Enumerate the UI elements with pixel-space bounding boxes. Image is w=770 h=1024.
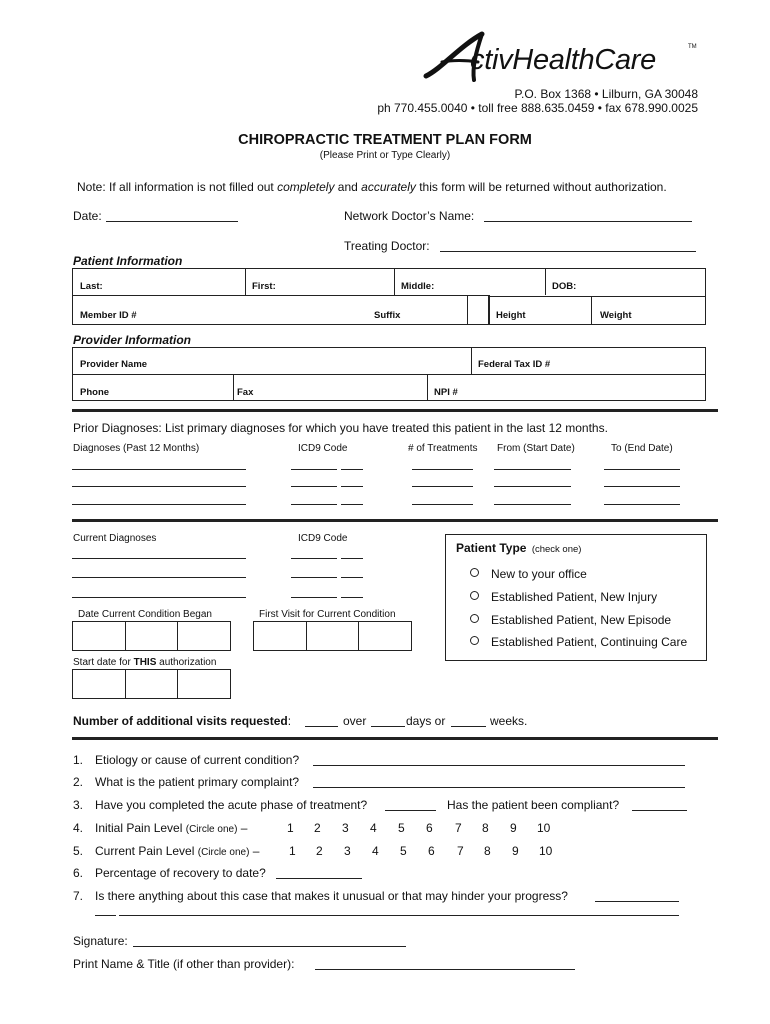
- q3b-input[interactable]: [632, 810, 687, 811]
- first-name-field[interactable]: First:: [252, 281, 276, 292]
- date-began-label: Date Current Condition Began: [78, 609, 212, 620]
- pain-level-option[interactable]: 6: [426, 821, 433, 835]
- visits-weeks-input[interactable]: [451, 726, 486, 727]
- col-to: To (End Date): [611, 443, 673, 454]
- patient-info-heading: Patient Information: [73, 254, 183, 268]
- prior-icd9-input-a[interactable]: [291, 504, 337, 505]
- q2-input[interactable]: [313, 787, 685, 788]
- patient-type-option-3[interactable]: [470, 613, 671, 627]
- pain-level-option[interactable]: 9: [510, 821, 517, 835]
- pain-level-option[interactable]: 3: [344, 844, 351, 858]
- visits-colon: :: [287, 714, 292, 728]
- pain-level-option[interactable]: 5: [400, 844, 407, 858]
- note-em-2: accurately: [361, 180, 416, 194]
- note: [77, 180, 667, 194]
- dob-field[interactable]: DOB:: [552, 281, 577, 292]
- fax-field[interactable]: Fax: [237, 387, 254, 398]
- current-icd9-input-2a[interactable]: [291, 577, 337, 578]
- prior-from-input[interactable]: [494, 469, 571, 470]
- trademark: TM: [688, 44, 697, 50]
- note-em-1: completely: [277, 180, 335, 194]
- last-name-field[interactable]: Last:: [80, 281, 103, 292]
- col-treatments: # of Treatments: [408, 443, 478, 454]
- q3a-input[interactable]: [385, 810, 436, 811]
- q4-number: 4.: [73, 821, 84, 835]
- prior-to-input[interactable]: [604, 469, 680, 470]
- pain-level-option[interactable]: 4: [372, 844, 379, 858]
- visits-days-or: days or: [406, 714, 446, 728]
- prior-diagnosis-input[interactable]: [72, 486, 246, 487]
- start-date-boxes[interactable]: [72, 669, 231, 699]
- form-title: CHIROPRACTIC TREATMENT PLAN FORM: [238, 132, 532, 148]
- address-line-1: P.O. Box 1368 • Lilburn, GA 30048: [514, 87, 698, 101]
- network-doctor-field[interactable]: [484, 221, 692, 222]
- q7-input-continued-a[interactable]: [95, 915, 116, 916]
- q7-number: 7.: [73, 889, 84, 903]
- divider-1: [72, 409, 718, 412]
- network-doctor-label: Network Doctor’s Name:: [344, 209, 475, 223]
- current-icd9-input-1a[interactable]: [291, 558, 337, 559]
- visits-row: [73, 714, 291, 728]
- provider-name-field[interactable]: Provider Name: [80, 359, 148, 370]
- start-date-pre: Start date for: [73, 657, 134, 668]
- q5-dash: –: [252, 844, 260, 858]
- pain-level-option[interactable]: 2: [316, 844, 323, 858]
- prior-diagnoses-intro: Prior Diagnoses: List primary diagnoses for which you have treated this patient in the last 12 months.: [73, 421, 608, 435]
- q5-circle-one: (Circle one): [197, 847, 250, 858]
- date-began-boxes[interactable]: [72, 621, 231, 651]
- q4-circle-one: (Circle one): [185, 824, 238, 835]
- current-icd9-input-1b[interactable]: [341, 558, 363, 559]
- radio-icon[interactable]: [470, 614, 479, 623]
- radio-icon[interactable]: [470, 568, 479, 577]
- patient-type-heading: Patient Type: [456, 541, 527, 555]
- pain-level-option[interactable]: 9: [512, 844, 519, 858]
- q7-input-continued-b[interactable]: [119, 915, 679, 916]
- prior-treatments-input[interactable]: [412, 469, 473, 470]
- pain-level-option[interactable]: 2: [314, 821, 321, 835]
- q7-input[interactable]: [595, 901, 679, 902]
- note-post: this form will be returned without authorization.: [415, 180, 667, 194]
- q6-input[interactable]: [276, 878, 362, 879]
- suffix-field[interactable]: Suffix: [374, 310, 401, 321]
- q2-number: 2.: [73, 775, 84, 789]
- print-name-label: Print Name & Title (if other than provider):: [73, 957, 295, 971]
- treating-doctor-label: Treating Doctor:: [344, 239, 430, 253]
- col-icd9: ICD9 Code: [298, 443, 348, 454]
- current-diagnosis-input-2[interactable]: [72, 577, 246, 578]
- radio-icon[interactable]: [470, 591, 479, 600]
- date-label: Date:: [73, 209, 102, 223]
- option-label: Established Patient, New Injury: [491, 590, 658, 604]
- pain-level-option[interactable]: 8: [484, 844, 491, 858]
- pain-level-option[interactable]: 7: [455, 821, 462, 835]
- start-date-label: [73, 657, 216, 668]
- current-icd9-input-3b[interactable]: [341, 597, 363, 598]
- q3-number: 3.: [73, 798, 84, 812]
- provider-info-heading: Provider Information: [73, 333, 192, 347]
- treating-doctor-field[interactable]: [440, 251, 696, 252]
- q5-text: Current Pain Level: [95, 844, 195, 858]
- q1-number: 1.: [73, 753, 84, 767]
- visits-label: Number of additional visits requested: [73, 714, 288, 728]
- member-id-field[interactable]: Member ID #: [80, 310, 137, 321]
- patient-type-option-2[interactable]: [470, 590, 657, 604]
- npi-field[interactable]: NPI #: [434, 387, 458, 398]
- patient-type-hint: (check one): [531, 544, 582, 555]
- pain-level-option[interactable]: 1: [287, 821, 294, 835]
- prior-diagnosis-input[interactable]: [72, 504, 246, 505]
- q3b-text: Has the patient been compliant?: [447, 798, 620, 812]
- pain-level-option[interactable]: 10: [539, 844, 553, 858]
- q2-text: What is the patient primary complaint?: [95, 775, 300, 789]
- q4-text-row: [95, 821, 247, 835]
- prior-from-input[interactable]: [494, 486, 571, 487]
- start-date-post: authorization: [156, 657, 217, 668]
- form-subtitle: (Please Print or Type Clearly): [319, 150, 451, 161]
- note-mid: and: [334, 180, 362, 194]
- patient-type-heading-row: [456, 541, 581, 555]
- q4-dash: –: [240, 821, 248, 835]
- prior-icd9-input-b[interactable]: [341, 486, 363, 487]
- q5-number: 5.: [73, 844, 84, 858]
- q1-text: Etiology or cause of current condition?: [95, 753, 300, 767]
- patient-type-option-1[interactable]: [470, 567, 587, 581]
- first-visit-boxes[interactable]: [253, 621, 412, 651]
- visits-over: over: [343, 714, 367, 728]
- pain-level-option[interactable]: 7: [457, 844, 464, 858]
- logo-text: ctivHealthCare: [470, 44, 656, 76]
- divider-3: [72, 737, 718, 740]
- visits-count-input[interactable]: [305, 726, 338, 727]
- pain-level-option[interactable]: 10: [537, 821, 551, 835]
- q3a-text: Have you completed the acute phase of treatment?: [95, 798, 368, 812]
- option-label: New to your office: [491, 567, 587, 581]
- prior-treatments-input[interactable]: [412, 504, 473, 505]
- prior-icd9-input-b[interactable]: [341, 469, 363, 470]
- prior-icd9-input-a[interactable]: [291, 486, 337, 487]
- pain-level-option[interactable]: 6: [428, 844, 435, 858]
- federal-tax-id-field[interactable]: Federal Tax ID #: [478, 359, 551, 370]
- radio-icon[interactable]: [470, 636, 479, 645]
- visits-days-input[interactable]: [371, 726, 405, 727]
- q6-number: 6.: [73, 866, 84, 880]
- prior-to-input[interactable]: [604, 504, 680, 505]
- pain-level-option[interactable]: 4: [370, 821, 377, 835]
- note-pre: Note: If all information is not filled out: [77, 180, 278, 194]
- pain-level-option[interactable]: 1: [289, 844, 296, 858]
- prior-diagnosis-input[interactable]: [72, 469, 246, 470]
- current-diagnosis-input-3[interactable]: [72, 597, 246, 598]
- phone-field[interactable]: Phone: [80, 387, 110, 398]
- current-diagnosis-input-1[interactable]: [72, 558, 246, 559]
- height-field[interactable]: Height: [496, 310, 526, 321]
- divider-2: [72, 519, 718, 522]
- col-diagnoses: Diagnoses (Past 12 Months): [73, 443, 200, 454]
- current-icd9-label: ICD9 Code: [298, 533, 348, 544]
- q1-input[interactable]: [313, 765, 685, 766]
- visits-weeks: weeks.: [490, 714, 528, 728]
- date-field[interactable]: [106, 221, 238, 222]
- q6-text: Percentage of recovery to date?: [95, 866, 266, 880]
- provider-info-grid: [72, 347, 706, 401]
- print-name-input[interactable]: [315, 969, 575, 970]
- weight-field[interactable]: Weight: [600, 310, 632, 321]
- prior-from-input[interactable]: [494, 504, 571, 505]
- prior-icd9-input-a[interactable]: [291, 469, 337, 470]
- height-weight-box: [488, 296, 706, 325]
- pain-level-option[interactable]: 3: [342, 821, 349, 835]
- signature-label: Signature:: [73, 934, 128, 948]
- current-diagnoses-label: Current Diagnoses: [73, 533, 157, 544]
- col-from: From (Start Date): [497, 443, 575, 454]
- prior-to-input[interactable]: [604, 486, 680, 487]
- pain-level-option[interactable]: 5: [398, 821, 405, 835]
- address-line-2: ph 770.455.0040 • toll free 888.635.0459 • fax 678.990.0025: [377, 101, 698, 115]
- prior-treatments-input[interactable]: [412, 486, 473, 487]
- option-label: Established Patient, Continuing Care: [491, 635, 688, 649]
- current-icd9-input-3a[interactable]: [291, 597, 337, 598]
- prior-icd9-input-b[interactable]: [341, 504, 363, 505]
- patient-type-option-4[interactable]: [470, 635, 687, 649]
- q5-text-row: [95, 844, 259, 858]
- pain-level-option[interactable]: 8: [482, 821, 489, 835]
- signature-input[interactable]: [133, 946, 406, 947]
- q4-text: Initial Pain Level: [95, 821, 183, 835]
- logo: [420, 28, 710, 84]
- start-date-bold: THIS: [133, 657, 157, 668]
- option-label: Established Patient, New Episode: [491, 613, 672, 627]
- middle-name-field[interactable]: Middle:: [401, 281, 435, 292]
- current-icd9-input-2b[interactable]: [341, 577, 363, 578]
- first-visit-label: First Visit for Current Condition: [259, 609, 396, 620]
- q7-text: Is there anything about this case that makes it unusual or that may hinder your progress?: [95, 889, 568, 903]
